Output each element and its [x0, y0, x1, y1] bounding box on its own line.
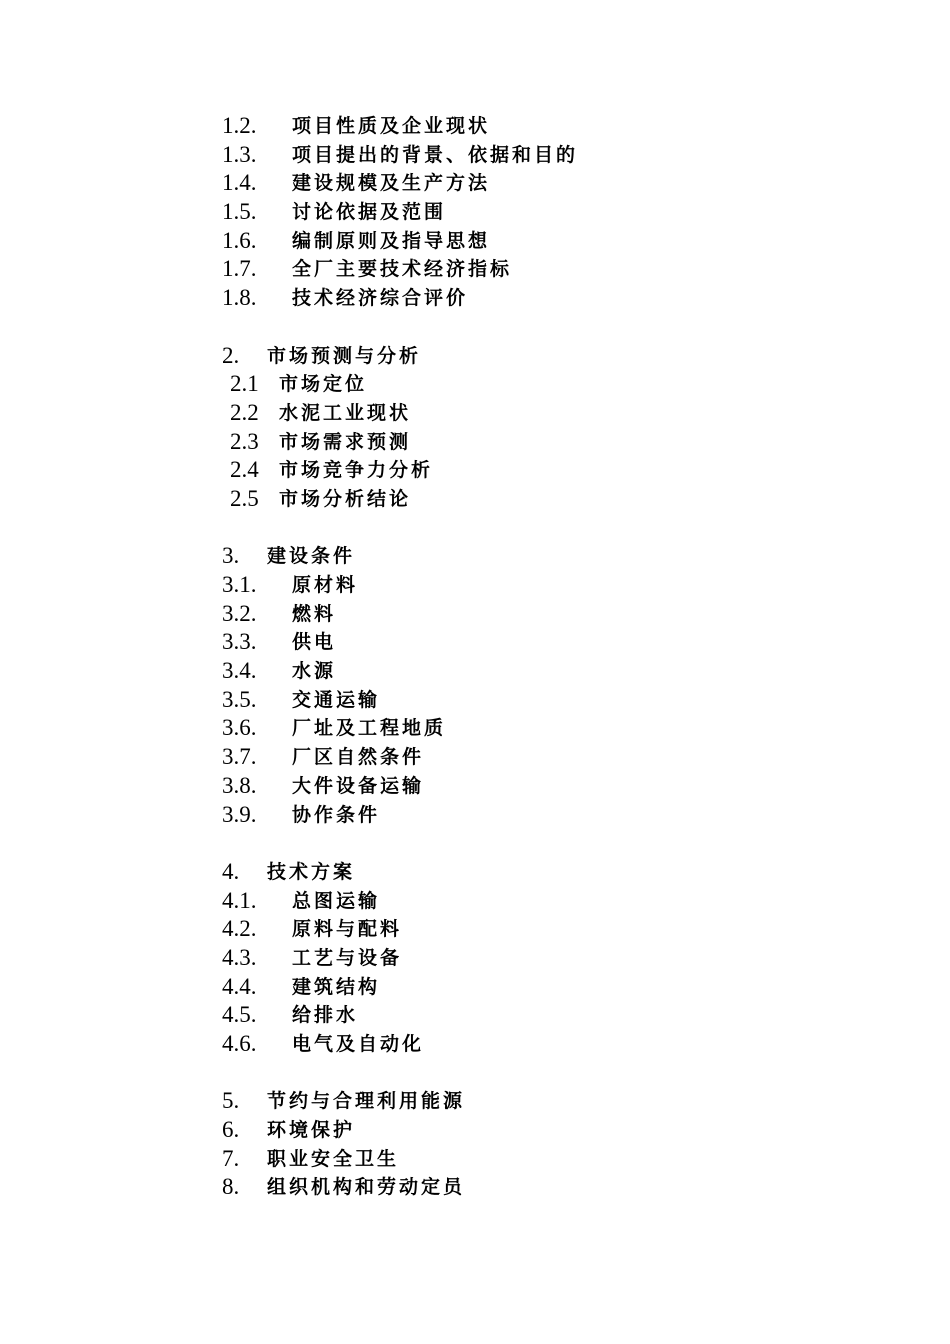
toc-entry: [222, 169, 922, 198]
toc-entry: [222, 227, 922, 256]
toc-entry-title: 技术经济综合评价: [292, 287, 469, 310]
toc-entry: [222, 342, 922, 371]
toc-entry-number: 2.3: [230, 428, 259, 454]
toc-entry-title: 电气及自动化: [292, 1033, 425, 1055]
toc-entry: [222, 141, 922, 170]
section-spacer: [222, 1059, 922, 1088]
toc-entry-title: 环境保护: [267, 1119, 356, 1142]
section-spacer: [222, 313, 922, 342]
toc-entry-number: 2.2: [230, 399, 259, 425]
toc-entry-number: 3.3.: [222, 629, 257, 655]
toc-entry-number: 1.5.: [222, 199, 257, 225]
toc-entry-number: 4.5.: [222, 1002, 257, 1028]
toc-entry: [222, 399, 922, 428]
toc-entry: [222, 714, 922, 743]
toc-entry-number: 3.4.: [222, 658, 257, 684]
toc-entry-number: 8.: [222, 1174, 240, 1200]
toc-entry-number: 1.7.: [222, 256, 257, 282]
toc-entry-title: 市场预测与分析: [267, 344, 422, 367]
toc-entry: [222, 1145, 922, 1174]
toc-entry: [222, 1030, 922, 1059]
toc-entry-title: 大件设备运输: [292, 774, 425, 797]
toc-entry: [222, 743, 922, 772]
toc-entry: [222, 1001, 922, 1030]
toc-entry-title: 市场定位: [279, 373, 368, 396]
toc-entry: [222, 657, 922, 686]
toc-entry: [222, 1116, 922, 1145]
table-of-contents: [222, 112, 922, 1202]
toc-entry-title: 原料与配料: [292, 918, 403, 941]
toc-entry: [222, 1173, 922, 1202]
toc-entry-number: 3.5.: [222, 686, 257, 712]
toc-entry-number: 3.8.: [222, 772, 257, 798]
toc-entry: [222, 571, 922, 600]
toc-entry: [222, 801, 922, 830]
toc-entry-title: 水源: [292, 660, 337, 683]
toc-entry-number: 7.: [222, 1145, 240, 1171]
toc-entry-number: 3.1.: [222, 572, 257, 597]
toc-entry-number: 1.6.: [222, 227, 257, 253]
toc-entry-title: 建设规模及生产方法: [292, 172, 491, 195]
toc-entry-title: 项目性质及企业现状: [292, 115, 491, 137]
toc-entry-title: 厂区自然条件: [292, 746, 425, 769]
toc-entry-title: 全厂主要技术经济指标: [292, 258, 513, 281]
toc-entry-title: 给排水: [292, 1004, 359, 1027]
toc-entry-number: 3.6.: [222, 715, 257, 741]
toc-entry-title: 燃料: [292, 602, 337, 625]
toc-entry: [222, 255, 922, 284]
toc-entry-title: 职业安全卫生: [267, 1147, 400, 1170]
toc-entry-title: 技术方案: [267, 860, 356, 883]
toc-entry-number: 2.1: [230, 371, 259, 397]
toc-entry-number: 4.3.: [222, 944, 257, 970]
toc-entry: [222, 858, 922, 887]
toc-entry: [222, 456, 922, 485]
section-spacer: [222, 514, 922, 543]
toc-entry-title: 项目提出的背景、依据和目的: [292, 143, 579, 166]
toc-entry-number: 2.4: [230, 457, 259, 483]
toc-entry: [222, 600, 922, 629]
section-spacer: [222, 829, 922, 858]
toc-entry: [222, 887, 922, 916]
toc-entry: [222, 112, 922, 141]
toc-entry: [222, 686, 922, 715]
toc-entry-title: 节约与合理利用能源: [267, 1090, 466, 1113]
toc-entry: [222, 628, 922, 657]
toc-entry-title: 原材料: [292, 574, 359, 596]
toc-entry: [222, 944, 922, 973]
toc-entry: [222, 428, 922, 457]
toc-entry-number: 1.8.: [222, 285, 257, 311]
toc-entry: [222, 542, 922, 571]
toc-entry-title: 交通运输: [292, 688, 381, 711]
toc-entry-number: 4.2.: [222, 916, 257, 942]
toc-entry-title: 协作条件: [292, 803, 381, 826]
toc-entry: [222, 772, 922, 801]
toc-entry-number: 2.: [222, 342, 240, 368]
toc-entry-title: 工艺与设备: [292, 946, 403, 969]
toc-entry-title: 供电: [292, 631, 337, 654]
toc-entry-title: 组织机构和劳动定员: [267, 1176, 466, 1199]
toc-entry-title: 市场需求预测: [279, 430, 412, 453]
toc-entry: [222, 370, 922, 399]
toc-entry-number: 3.7.: [222, 744, 257, 770]
toc-entry-number: 3.2.: [222, 600, 257, 626]
toc-entry-title: 编制原则及指导思想: [292, 229, 491, 252]
toc-entry-number: 4.: [222, 858, 240, 884]
toc-entry-title: 厂址及工程地质: [292, 717, 447, 740]
toc-entry-title: 市场分析结论: [279, 487, 412, 510]
toc-entry-title: 讨论依据及范围: [292, 201, 447, 224]
toc-entry-number: 4.1.: [222, 887, 257, 913]
toc-entry: [222, 284, 922, 313]
toc-entry-title: 总图运输: [292, 889, 381, 912]
toc-entry: [222, 1087, 922, 1116]
toc-entry-number: 6.: [222, 1117, 240, 1143]
toc-entry-number: 4.4.: [222, 973, 257, 999]
toc-entry-number: 2.5: [230, 485, 259, 511]
toc-entry: [222, 915, 922, 944]
toc-entry-number: 5.: [222, 1088, 240, 1114]
toc-entry-number: 4.6.: [222, 1031, 257, 1056]
toc-entry-title: 建设条件: [267, 545, 356, 568]
toc-entry-number: 1.3.: [222, 141, 257, 167]
toc-entry-number: 1.4.: [222, 170, 257, 196]
toc-entry-number: 3.9.: [222, 801, 257, 827]
toc-entry: [222, 973, 922, 1002]
toc-entry-number: 1.2.: [222, 113, 257, 138]
toc-entry-title: 水泥工业现状: [279, 401, 412, 424]
toc-entry-number: 3.: [222, 543, 240, 569]
toc-entry-title: 建筑结构: [292, 975, 381, 998]
toc-entry-title: 市场竞争力分析: [279, 459, 434, 482]
toc-entry: [222, 485, 922, 514]
toc-entry: [222, 198, 922, 227]
